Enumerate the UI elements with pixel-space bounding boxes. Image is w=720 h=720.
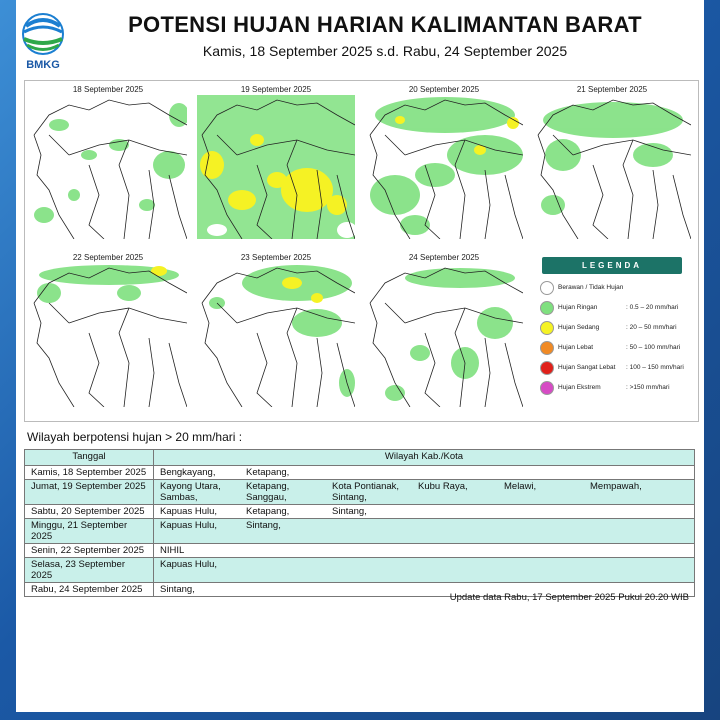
- region-name: Kota Pontianak,: [332, 481, 400, 492]
- rain-map-3: [365, 95, 523, 239]
- map-tile-4[interactable]: [531, 83, 693, 241]
- map-grid: [24, 80, 699, 422]
- row-date: Jumat, 19 September 2025: [25, 480, 154, 505]
- legend-swatch: [540, 381, 554, 395]
- region-name: Kubu Raya,: [418, 481, 468, 492]
- svg-text:BMKG: BMKG: [26, 59, 60, 71]
- page-subtitle: Kamis, 18 September 2025 s.d. Rabu, 24 September 2025: [202, 43, 568, 59]
- bmkg-logo: [20, 12, 66, 72]
- rain-region-table: [24, 449, 695, 597]
- table-row: [25, 480, 695, 505]
- legend-label: Hujan Ekstrem: [558, 384, 601, 391]
- row-date: Rabu, 24 September 2025: [25, 583, 154, 597]
- legend-label: Hujan Lebat: [558, 344, 594, 351]
- legend-range: : 20 – 50 mm/hari: [626, 324, 677, 331]
- update-note: Update data Rabu, 17 September 2025 Pukul 20.20 WIB: [449, 592, 689, 603]
- legend-swatch: [540, 361, 554, 375]
- legend-range: : >150 mm/hari: [626, 384, 670, 391]
- col-header-region: Wilayah Kab./Kota: [154, 450, 695, 466]
- table-row: [25, 505, 695, 519]
- region-name: Sintang,: [160, 584, 195, 595]
- region-name: Kapuas Hulu,: [160, 520, 218, 531]
- region-name: Sintang,: [332, 492, 367, 503]
- rain-map-2: [197, 95, 355, 239]
- row-regions: [154, 558, 695, 583]
- region-name: Sanggau,: [246, 492, 287, 503]
- legend-swatch: [540, 301, 554, 315]
- map-tile-3[interactable]: [363, 83, 525, 241]
- rain-map-5: [29, 263, 187, 407]
- legend-label: Hujan Ringan: [558, 304, 598, 311]
- map-tile-7[interactable]: [363, 251, 525, 409]
- legend-label: Hujan Sangat Lebat: [558, 364, 616, 371]
- legend-swatch: [540, 321, 554, 335]
- rain-map-7: [365, 263, 523, 407]
- row-date: Kamis, 18 September 2025: [25, 466, 154, 480]
- legend-label: Berawan / Tidak Hujan: [558, 284, 624, 291]
- legend: [538, 251, 688, 409]
- region-name: Sambas,: [160, 492, 198, 503]
- region-name: NIHIL: [160, 545, 185, 556]
- table-caption: Wilayah berpotensi hujan > 20 mm/hari :: [27, 430, 243, 444]
- row-date: Senin, 22 September 2025: [25, 544, 154, 558]
- region-name: Ketapang,: [246, 506, 290, 517]
- region-name: Kapuas Hulu,: [160, 559, 218, 570]
- map-date-label: 21 September 2025: [576, 85, 648, 94]
- rain-map-4: [533, 95, 691, 239]
- legend-swatch: [540, 281, 554, 295]
- table-row: [25, 558, 695, 583]
- region-name: Sintang,: [332, 506, 367, 517]
- map-date-label: 18 September 2025: [72, 85, 144, 94]
- map-tile-6[interactable]: [195, 251, 357, 409]
- row-date: Minggu, 21 September 2025: [25, 519, 154, 544]
- map-tile-5[interactable]: [27, 251, 189, 409]
- table-row: [25, 544, 695, 558]
- legend-label: Hujan Sedang: [558, 324, 600, 331]
- map-date-label: 23 September 2025: [240, 253, 312, 262]
- table-row: [25, 466, 695, 480]
- map-tile-1[interactable]: [27, 83, 189, 241]
- page-title: POTENSI HUJAN HARIAN KALIMANTAN BARAT: [128, 12, 642, 37]
- region-name: Ketapang,: [246, 481, 290, 492]
- row-date: Selasa, 23 September 2025: [25, 558, 154, 583]
- legend-range: : 0.5 – 20 mm/hari: [626, 304, 679, 311]
- region-name: Sintang,: [246, 520, 281, 531]
- legend-range: : 50 – 100 mm/hari: [626, 344, 681, 351]
- row-regions: [154, 480, 695, 505]
- map-date-label: 24 September 2025: [408, 253, 480, 262]
- map-tile-2[interactable]: [195, 83, 357, 241]
- region-name: Melawi,: [504, 481, 537, 492]
- row-regions: [154, 505, 695, 519]
- region-name: Kayong Utara,: [160, 481, 221, 492]
- legend-title: LEGENDA: [542, 257, 682, 274]
- row-regions: [154, 544, 695, 558]
- region-name: Ketapang,: [246, 467, 290, 478]
- table-row: [25, 519, 695, 544]
- legend-range: : 100 – 150 mm/hari: [626, 364, 684, 371]
- map-date-label: 20 September 2025: [408, 85, 480, 94]
- rain-map-1: [29, 95, 187, 239]
- region-name: Mempawah,: [590, 481, 642, 492]
- region-name: Bengkayang,: [160, 467, 216, 478]
- row-regions: [154, 519, 695, 544]
- row-date: Sabtu, 20 September 2025: [25, 505, 154, 519]
- rain-map-6: [197, 263, 355, 407]
- map-date-label: 19 September 2025: [240, 85, 312, 94]
- region-name: Kapuas Hulu,: [160, 506, 218, 517]
- map-date-label: 22 September 2025: [72, 253, 144, 262]
- col-header-date: Tanggal: [25, 450, 154, 466]
- legend-swatch: [540, 341, 554, 355]
- row-regions: [154, 466, 695, 480]
